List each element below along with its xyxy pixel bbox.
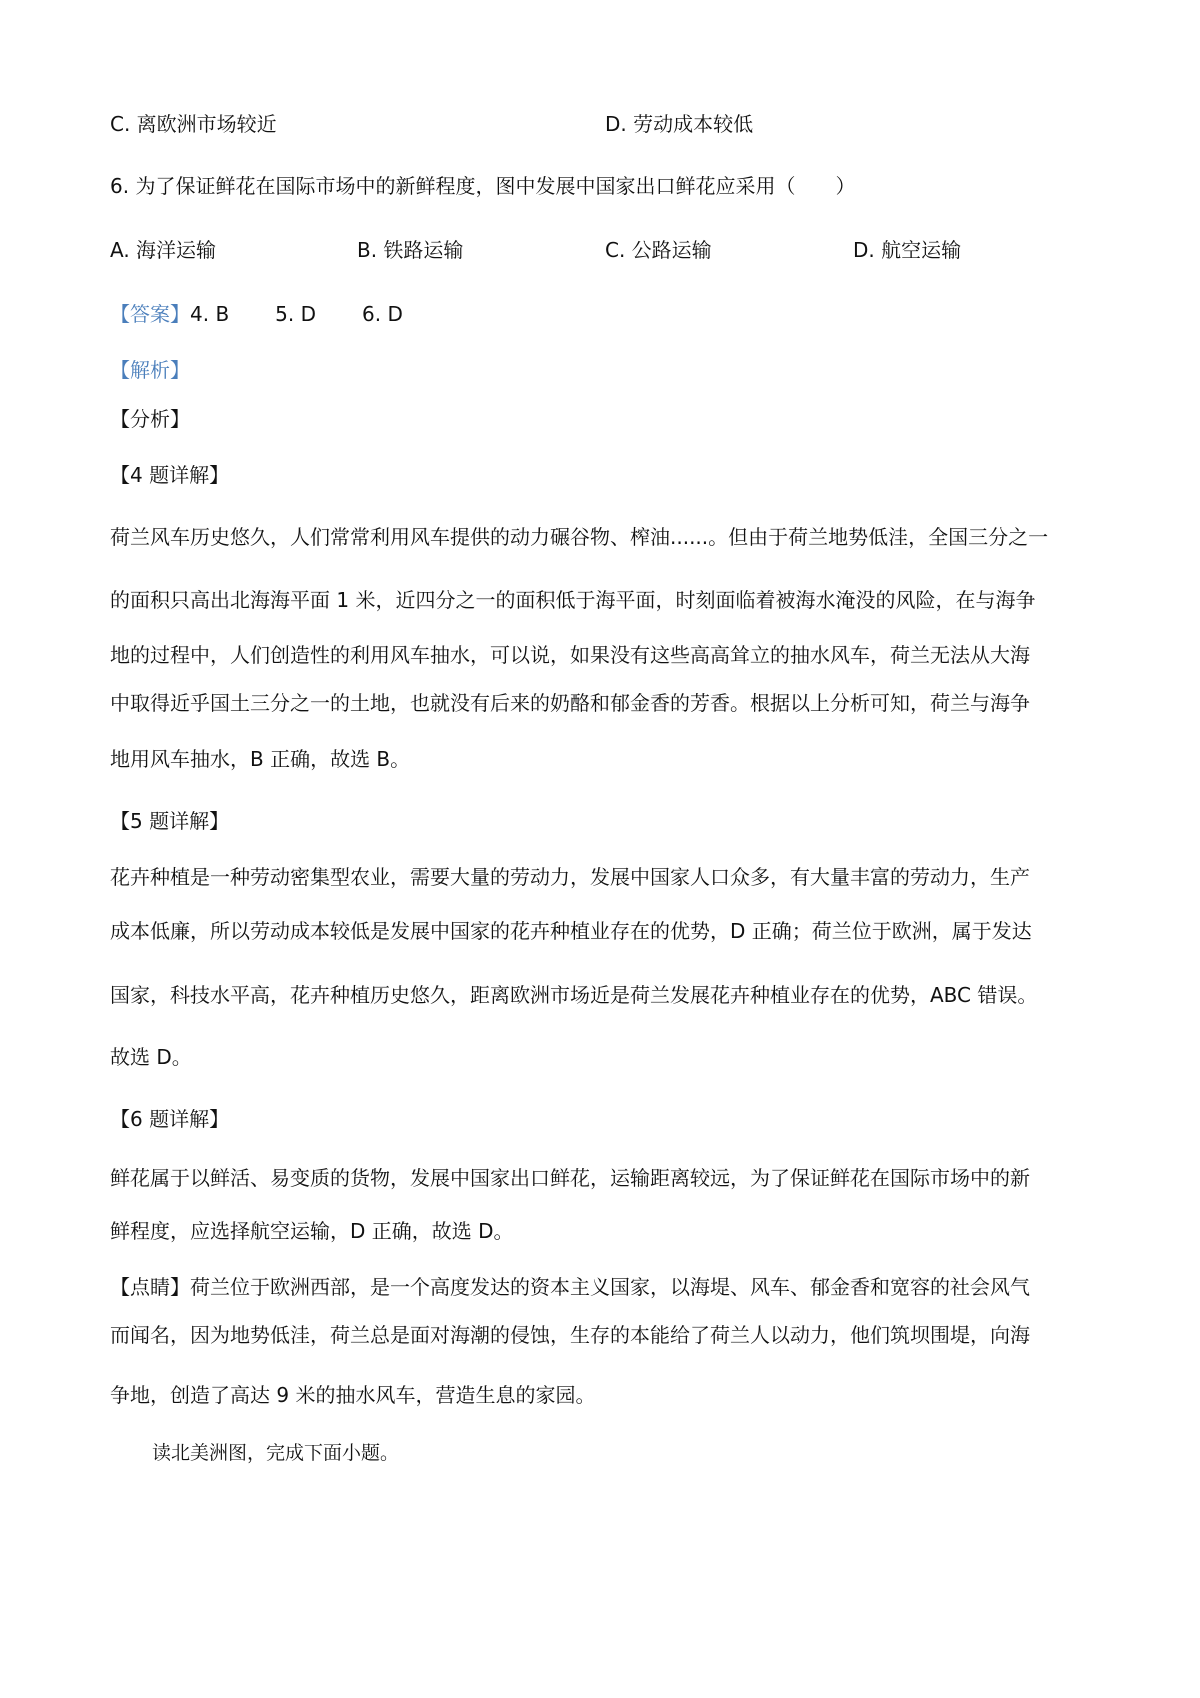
q4-detail-heading: 【4 题详解】: [110, 463, 230, 487]
answer-line: [110, 300, 403, 328]
q6-detail-line: 鲜程度，应选择航空运输，D 正确，故选 D。: [110, 1219, 514, 1243]
analysis-label: 【解析】: [110, 358, 190, 382]
tip-label: 【点睛】: [110, 1275, 190, 1299]
answer-4: 4. B: [190, 302, 230, 326]
q6-option-b: B. 铁路运输: [357, 238, 464, 262]
q5-detail-line: 国家，科技水平高，花卉种植历史悠久，距离欧洲市场近是荷兰发展花卉种植业存在的优势，ABC 错误。: [110, 983, 1038, 1007]
q6-option-d: D. 航空运输: [853, 238, 962, 262]
answer-label: 【答案】: [110, 302, 190, 326]
q4-detail-line: 中取得近乎国土三分之一的土地，也就没有后来的奶酪和郁金香的芳香。根据以上分析可知，荷兰与海争: [110, 691, 1030, 715]
q6-detail-line: 鲜花属于以鲜活、易变质的货物，发展中国家出口鲜花，运输距离较远，为了保证鲜花在国际市场中的新: [110, 1166, 1030, 1190]
q6-question: 6. 为了保证鲜花在国际市场中的新鲜程度，图中发展中国家出口鲜花应采用（ ）: [110, 174, 856, 198]
q5-detail-line: 成本低廉，所以劳动成本较低是发展中国家的花卉种植业存在的优势，D 正确；荷兰位于欧洲，属于发达: [110, 919, 1032, 943]
q4-detail-line: 地的过程中，人们创造性的利用风车抽水，可以说，如果没有这些高高耸立的抽水风车，荷兰无法从大海: [110, 643, 1030, 667]
section-instruction: 读北美洲图，完成下面小题。: [152, 1442, 400, 1464]
tip-line: 而闻名，因为地势低洼，荷兰总是面对海潮的侵蚀，生存的本能给了荷兰人以动力，他们筑坝围堤，向海: [110, 1323, 1030, 1347]
q5-option-c: C. 离欧洲市场较近: [110, 112, 277, 136]
q6-option-a: A. 海洋运输: [110, 238, 217, 262]
tip-line: [110, 1273, 1030, 1301]
q4-detail-line: 荷兰风车历史悠久，人们常常利用风车提供的动力碾谷物、榨油......。但由于荷兰地势低洼，全国三分之一: [110, 525, 1049, 549]
q5-detail-line: 故选 D。: [110, 1045, 192, 1069]
q6-detail-heading: 【6 题详解】: [110, 1107, 230, 1131]
tip-text: 荷兰位于欧洲西部，是一个高度发达的资本主义国家，以海堤、风车、郁金香和宽容的社会风气: [190, 1275, 1030, 1299]
q5-detail-line: 花卉种植是一种劳动密集型农业，需要大量的劳动力，发展中国家人口众多，有大量丰富的劳动力，生产: [110, 865, 1030, 889]
answer-6: 6. D: [362, 302, 403, 326]
q4-detail-line: 的面积只高出北海海平面 1 米，近四分之一的面积低于海平面，时刻面临着被海水淹没的风险，在与海争: [110, 588, 1036, 612]
q5-option-d: D. 劳动成本较低: [605, 112, 754, 136]
tip-line: 争地，创造了高达 9 米的抽水风车，营造生息的家园。: [110, 1383, 596, 1407]
q5-detail-heading: 【5 题详解】: [110, 809, 230, 833]
q4-detail-line: 地用风车抽水，B 正确，故选 B。: [110, 747, 411, 771]
answer-5: 5. D: [275, 302, 317, 326]
q6-option-c: C. 公路运输: [605, 238, 712, 262]
breakdown-label: 【分析】: [110, 407, 190, 431]
